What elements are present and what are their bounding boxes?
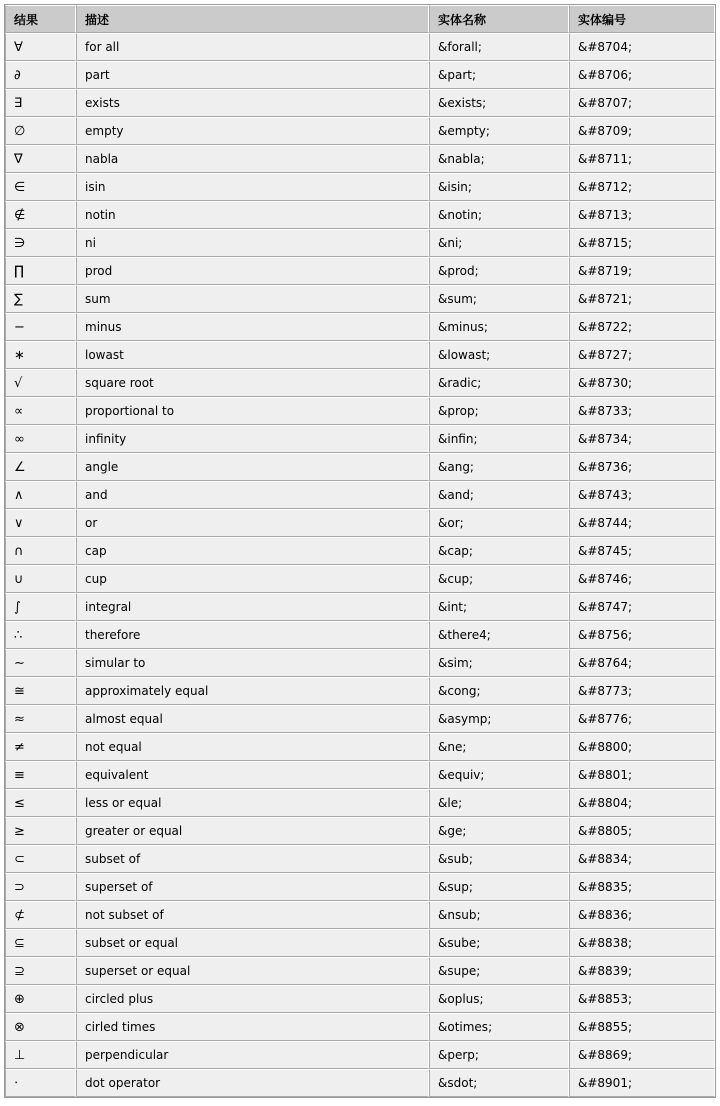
description-cell: integral (76, 593, 429, 621)
entity-number-cell: &#8727; (569, 341, 715, 369)
entity-name-cell: &prop; (429, 397, 569, 425)
symbol-cell: ≤ (5, 789, 76, 817)
symbol-cell: ∇ (5, 145, 76, 173)
entity-name-cell: &ni; (429, 229, 569, 257)
entity-number-cell: &#8804; (569, 789, 715, 817)
entity-name-cell: &cong; (429, 677, 569, 705)
table-row (5, 565, 715, 593)
entity-name-cell: &cap; (429, 537, 569, 565)
table-row (5, 61, 715, 89)
description-cell: exists (76, 89, 429, 117)
entity-number-cell: &#8730; (569, 369, 715, 397)
entity-name-cell: &lowast; (429, 341, 569, 369)
description-cell: less or equal (76, 789, 429, 817)
entity-number-cell: &#8706; (569, 61, 715, 89)
table-row (5, 733, 715, 761)
symbol-cell: ⊂ (5, 845, 76, 873)
table-row (5, 957, 715, 985)
description-cell: therefore (76, 621, 429, 649)
table-row (5, 649, 715, 677)
description-cell: isin (76, 173, 429, 201)
description-cell: superset or equal (76, 957, 429, 985)
entity-name-cell: &sum; (429, 285, 569, 313)
entity-number-cell: &#8715; (569, 229, 715, 257)
entity-number-cell: &#8756; (569, 621, 715, 649)
entity-number-cell: &#8709; (569, 117, 715, 145)
symbol-cell: − (5, 313, 76, 341)
entity-name-cell: &sim; (429, 649, 569, 677)
symbol-cell: ⊇ (5, 957, 76, 985)
description-cell: prod (76, 257, 429, 285)
entity-name-cell: &ne; (429, 733, 569, 761)
entity-number-cell: &#8853; (569, 985, 715, 1013)
symbol-cell: ∃ (5, 89, 76, 117)
description-cell: almost equal (76, 705, 429, 733)
description-cell: cirled times (76, 1013, 429, 1041)
entity-name-cell: &part; (429, 61, 569, 89)
entity-number-cell: &#8764; (569, 649, 715, 677)
table-row (5, 229, 715, 257)
description-cell: dot operator (76, 1069, 429, 1097)
table-row (5, 593, 715, 621)
description-cell: superset of (76, 873, 429, 901)
column-header-entity-number: 实体编号 (569, 5, 715, 33)
description-cell: not subset of (76, 901, 429, 929)
symbol-cell: ∏ (5, 257, 76, 285)
symbol-cell: ≠ (5, 733, 76, 761)
entity-number-cell: &#8747; (569, 593, 715, 621)
entity-name-cell: &asymp; (429, 705, 569, 733)
table-row (5, 1013, 715, 1041)
symbol-cell: ∋ (5, 229, 76, 257)
entity-number-cell: &#8745; (569, 537, 715, 565)
entity-number-cell: &#8711; (569, 145, 715, 173)
description-cell: notin (76, 201, 429, 229)
symbol-cell: ∗ (5, 341, 76, 369)
header-row (5, 5, 715, 33)
entity-name-cell: &sdot; (429, 1069, 569, 1097)
entity-number-cell: &#8834; (569, 845, 715, 873)
description-cell: infinity (76, 425, 429, 453)
symbol-cell: ⊄ (5, 901, 76, 929)
description-cell: nabla (76, 145, 429, 173)
entity-number-cell: &#8721; (569, 285, 715, 313)
description-cell: square root (76, 369, 429, 397)
table-row (5, 705, 715, 733)
symbol-cell: ∂ (5, 61, 76, 89)
entity-number-cell: &#8736; (569, 453, 715, 481)
table-row (5, 845, 715, 873)
table-body (5, 33, 715, 1097)
description-cell: and (76, 481, 429, 509)
entity-name-cell: &sup; (429, 873, 569, 901)
description-cell: approximately equal (76, 677, 429, 705)
table-row (5, 1041, 715, 1069)
description-cell: lowast (76, 341, 429, 369)
entity-number-cell: &#8719; (569, 257, 715, 285)
symbol-cell: ∝ (5, 397, 76, 425)
entity-number-cell: &#8707; (569, 89, 715, 117)
description-cell: angle (76, 453, 429, 481)
table-row (5, 145, 715, 173)
entity-name-cell: &isin; (429, 173, 569, 201)
entity-number-cell: &#8801; (569, 761, 715, 789)
entity-name-cell: &nsub; (429, 901, 569, 929)
entity-name-cell: &exists; (429, 89, 569, 117)
symbol-cell: ∉ (5, 201, 76, 229)
symbol-cell: ≅ (5, 677, 76, 705)
entity-name-cell: &there4; (429, 621, 569, 649)
column-header-result: 结果 (5, 5, 76, 33)
description-cell: simular to (76, 649, 429, 677)
table-row (5, 817, 715, 845)
entity-name-cell: &forall; (429, 33, 569, 61)
description-cell: equivalent (76, 761, 429, 789)
entity-number-cell: &#8838; (569, 929, 715, 957)
entity-name-cell: &ge; (429, 817, 569, 845)
entity-number-cell: &#8734; (569, 425, 715, 453)
table-row (5, 789, 715, 817)
table-row (5, 397, 715, 425)
symbol-cell: √ (5, 369, 76, 397)
table-row (5, 369, 715, 397)
table-row (5, 173, 715, 201)
table-row (5, 257, 715, 285)
symbol-cell: ∀ (5, 33, 76, 61)
entity-number-cell: &#8835; (569, 873, 715, 901)
symbol-cell: ≈ (5, 705, 76, 733)
table-row (5, 929, 715, 957)
description-cell: greater or equal (76, 817, 429, 845)
description-cell: sum (76, 285, 429, 313)
table-row (5, 537, 715, 565)
table-row (5, 285, 715, 313)
entity-number-cell: &#8776; (569, 705, 715, 733)
entity-name-cell: &int; (429, 593, 569, 621)
symbol-cell: ⊆ (5, 929, 76, 957)
description-cell: proportional to (76, 397, 429, 425)
table-row (5, 117, 715, 145)
entity-name-cell: &oplus; (429, 985, 569, 1013)
description-cell: cup (76, 565, 429, 593)
description-cell: or (76, 509, 429, 537)
entity-name-cell: &perp; (429, 1041, 569, 1069)
table-row (5, 985, 715, 1013)
symbol-cell: ∈ (5, 173, 76, 201)
symbol-cell: ∠ (5, 453, 76, 481)
description-cell: minus (76, 313, 429, 341)
symbol-cell: ∑ (5, 285, 76, 313)
entity-number-cell: &#8773; (569, 677, 715, 705)
entity-name-cell: &sube; (429, 929, 569, 957)
table-row (5, 33, 715, 61)
math-entities-table (4, 4, 716, 1098)
entity-number-cell: &#8746; (569, 565, 715, 593)
table-row (5, 89, 715, 117)
symbol-cell: ∫ (5, 593, 76, 621)
entity-name-cell: &or; (429, 509, 569, 537)
symbol-cell: ∨ (5, 509, 76, 537)
entity-name-cell: &radic; (429, 369, 569, 397)
symbol-cell: ⊕ (5, 985, 76, 1013)
symbol-cell: ⊥ (5, 1041, 76, 1069)
table-row (5, 425, 715, 453)
description-cell: circled plus (76, 985, 429, 1013)
entity-name-cell: &prod; (429, 257, 569, 285)
entity-number-cell: &#8869; (569, 1041, 715, 1069)
symbol-cell: ≥ (5, 817, 76, 845)
description-cell: empty (76, 117, 429, 145)
entity-number-cell: &#8744; (569, 509, 715, 537)
table-row (5, 453, 715, 481)
description-cell: subset of (76, 845, 429, 873)
entity-name-cell: &empty; (429, 117, 569, 145)
table-row (5, 201, 715, 229)
entity-number-cell: &#8805; (569, 817, 715, 845)
table-row (5, 677, 715, 705)
entity-number-cell: &#8722; (569, 313, 715, 341)
entity-name-cell: &and; (429, 481, 569, 509)
symbol-cell: ∅ (5, 117, 76, 145)
symbol-cell: ⊗ (5, 1013, 76, 1041)
symbol-cell: ∪ (5, 565, 76, 593)
table-row (5, 901, 715, 929)
description-cell: cap (76, 537, 429, 565)
entity-name-cell: &equiv; (429, 761, 569, 789)
table-row (5, 621, 715, 649)
table-row (5, 481, 715, 509)
entity-number-cell: &#8713; (569, 201, 715, 229)
symbol-cell: ⋅ (5, 1069, 76, 1097)
entity-name-cell: &cup; (429, 565, 569, 593)
symbol-cell: ∩ (5, 537, 76, 565)
entity-name-cell: &minus; (429, 313, 569, 341)
description-cell: not equal (76, 733, 429, 761)
entity-number-cell: &#8855; (569, 1013, 715, 1041)
table-row (5, 1069, 715, 1097)
table-row (5, 761, 715, 789)
description-cell: part (76, 61, 429, 89)
description-cell: for all (76, 33, 429, 61)
entity-name-cell: &le; (429, 789, 569, 817)
symbol-cell: ⊃ (5, 873, 76, 901)
description-cell: subset or equal (76, 929, 429, 957)
table-row (5, 873, 715, 901)
entity-name-cell: &otimes; (429, 1013, 569, 1041)
column-header-description: 描述 (76, 5, 429, 33)
entity-name-cell: &nabla; (429, 145, 569, 173)
table-row (5, 341, 715, 369)
entity-number-cell: &#8800; (569, 733, 715, 761)
symbol-cell: ≡ (5, 761, 76, 789)
entity-number-cell: &#8712; (569, 173, 715, 201)
symbol-cell: ∧ (5, 481, 76, 509)
symbol-cell: ∴ (5, 621, 76, 649)
entity-number-cell: &#8836; (569, 901, 715, 929)
symbol-cell: ∼ (5, 649, 76, 677)
entity-name-cell: &infin; (429, 425, 569, 453)
table-row (5, 313, 715, 341)
entity-number-cell: &#8839; (569, 957, 715, 985)
description-cell: ni (76, 229, 429, 257)
entity-number-cell: &#8743; (569, 481, 715, 509)
entity-name-cell: &supe; (429, 957, 569, 985)
entity-number-cell: &#8733; (569, 397, 715, 425)
entity-name-cell: &sub; (429, 845, 569, 873)
entity-name-cell: &notin; (429, 201, 569, 229)
description-cell: perpendicular (76, 1041, 429, 1069)
symbol-cell: ∞ (5, 425, 76, 453)
table-row (5, 509, 715, 537)
entity-number-cell: &#8901; (569, 1069, 715, 1097)
entity-number-cell: &#8704; (569, 33, 715, 61)
entity-name-cell: &ang; (429, 453, 569, 481)
column-header-entity-name: 实体名称 (429, 5, 569, 33)
